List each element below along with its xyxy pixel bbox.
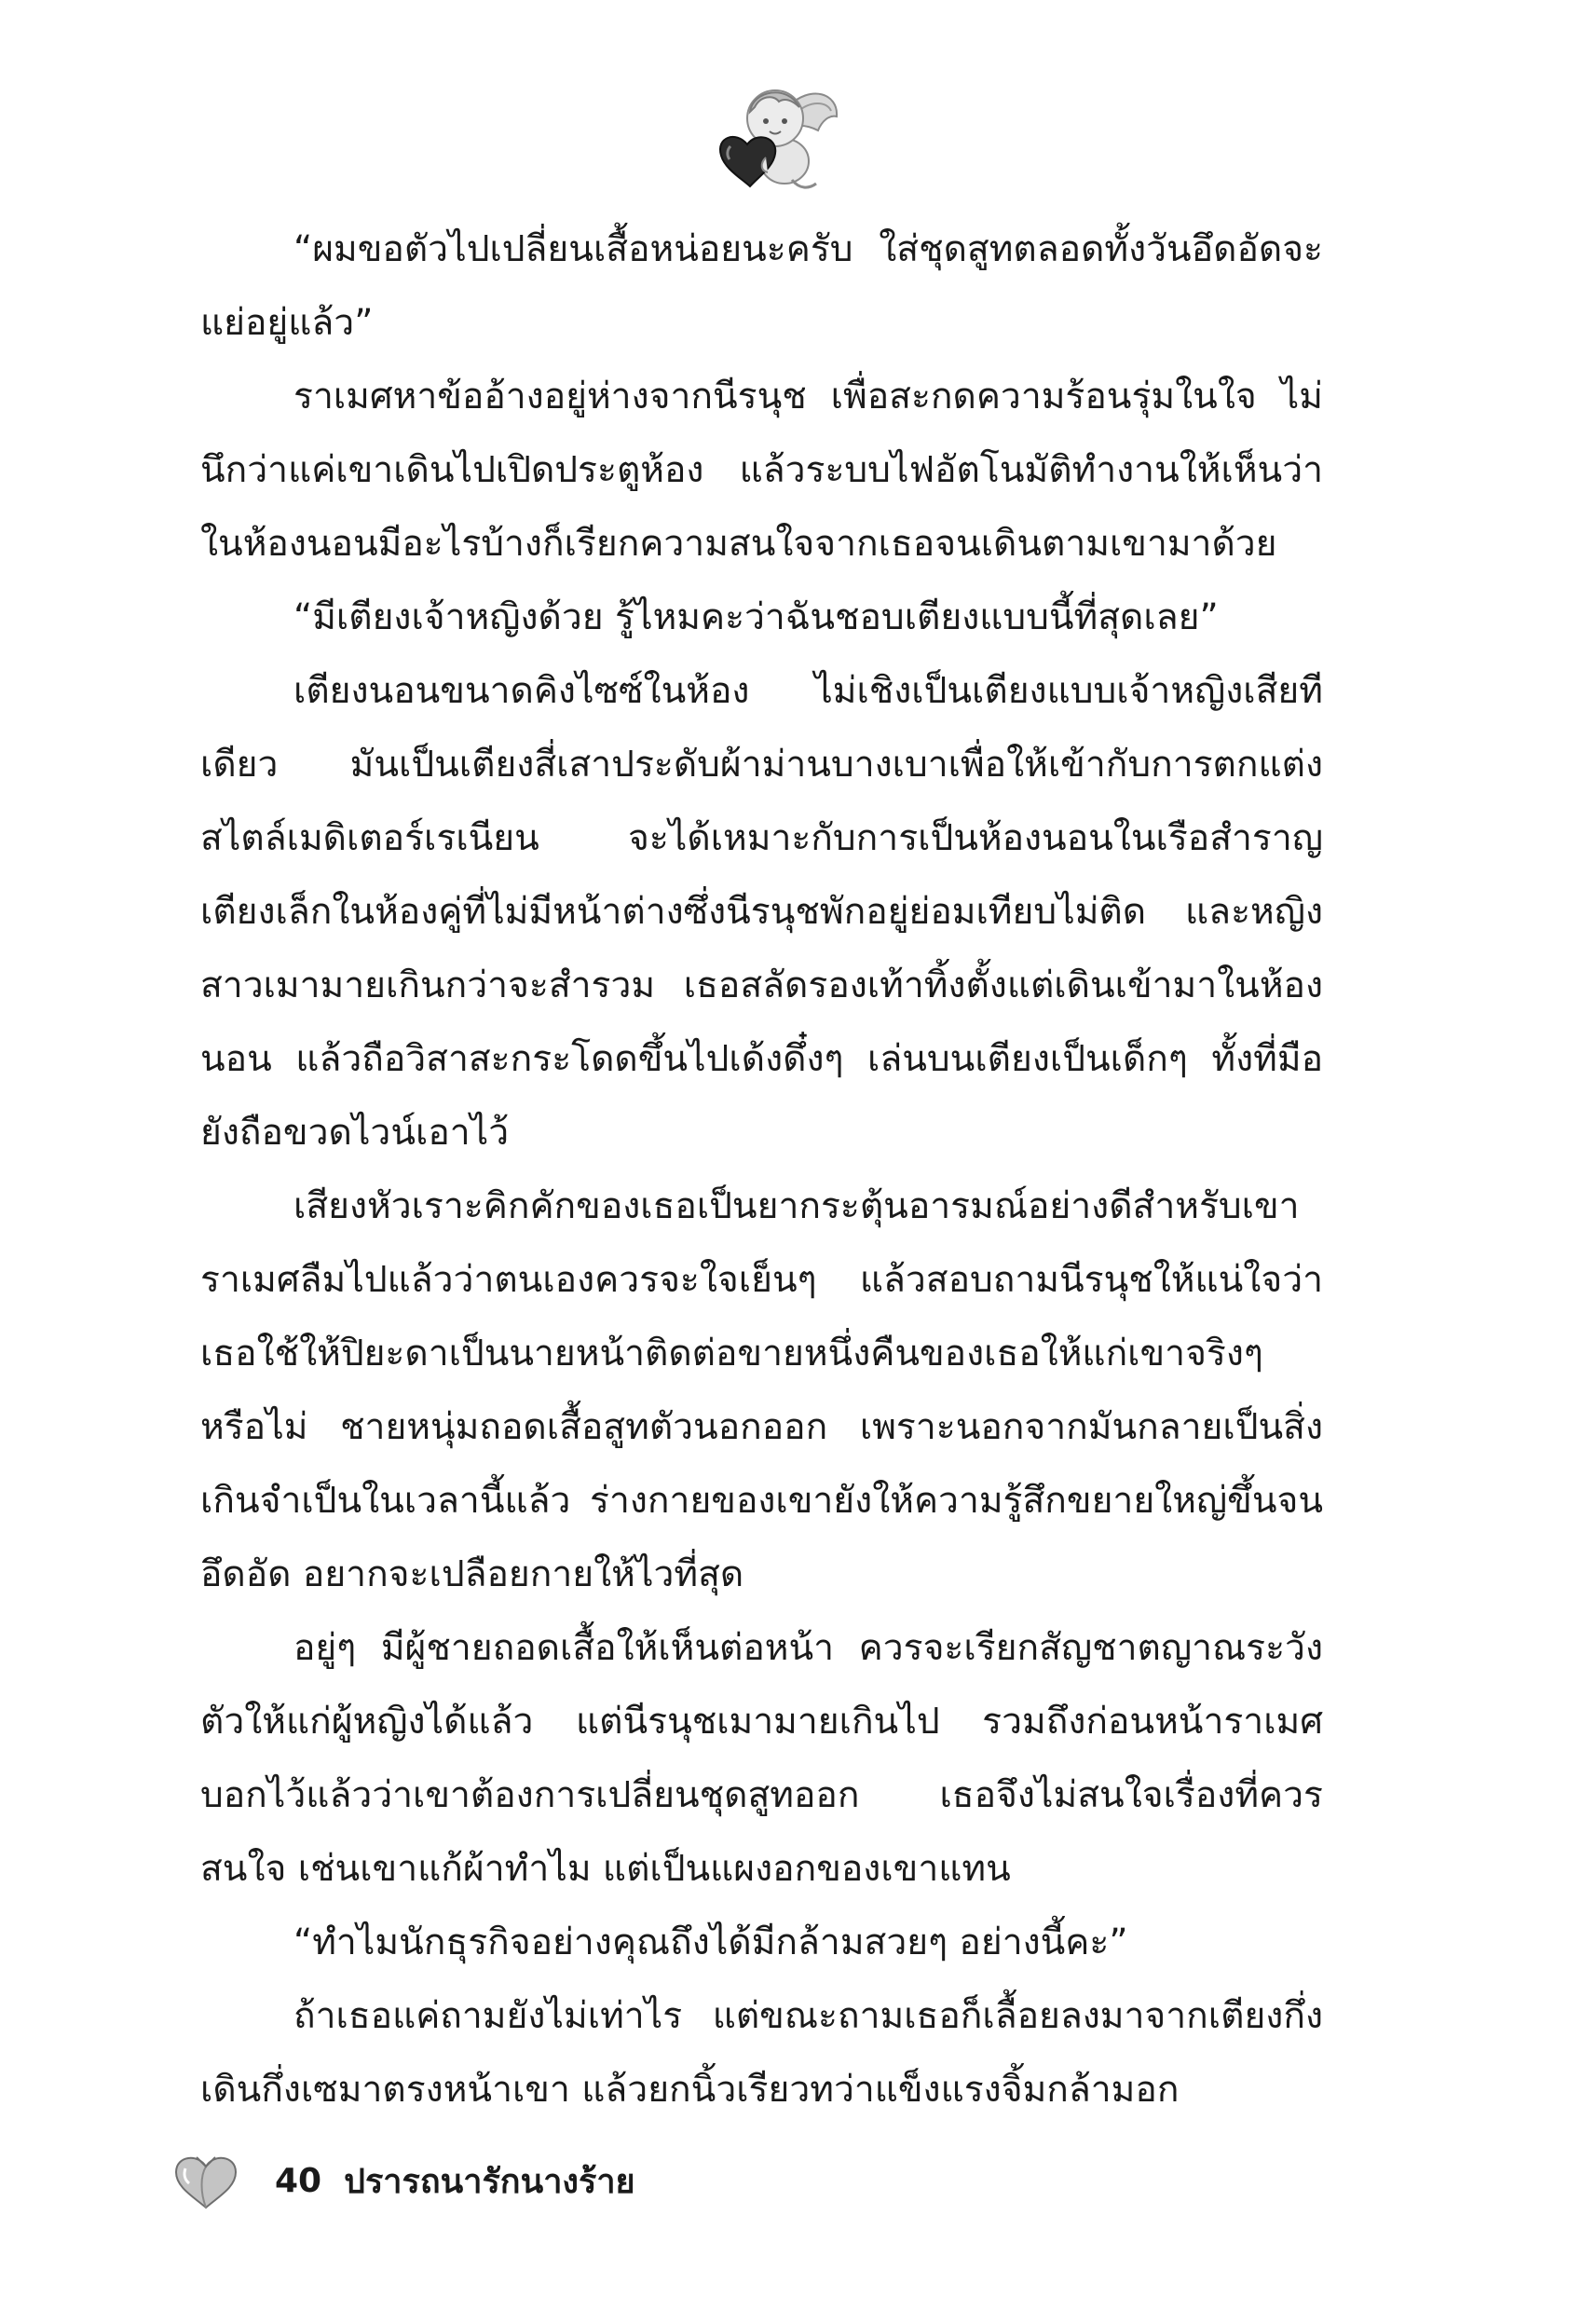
heart-ribbon-icon bbox=[172, 2152, 239, 2209]
page-footer bbox=[172, 2148, 635, 2213]
paragraph: เตียงนอนขนาดคิงไซซ์ในห้อง ไม่เชิงเป็นเตียงแบบเจ้าหญิงเสียทีเดียว มันเป็นเตียงสี่เสาประดับผ้าม่านบางเบาเพื่อให้เข้ากับการตกแต่งสไตล์เมดิเตอร์เรเนียน จะได้เหมาะกับการเป็นห้องนอนในเรือสำราญ เตียงเล็กในห้องคู่ที่ไม่มีหน้าต่างซึ่งนีรนุชพักอยู่ย่อมเทียบไม่ติด และหญิงสาวเมามายเกินกว่าจะสำรวม เธอสลัดรองเท้าทิ้งตั้งแต่เดินเข้ามาในห้องนอน แล้วถือวิสาสะกระโดดขึ้นไปเด้งดึ๋งๆ เล่นบนเตียงเป็นเด็กๆ ทั้งที่มือยังถือขวดไวน์เอาไว้ bbox=[200, 670, 1323, 1154]
cupid-holding-heart-icon bbox=[699, 79, 848, 196]
paragraph: ราเมศหาข้ออ้างอยู่ห่างจากนีรนุช เพื่อสะกดความร้อนรุ่มในใจ ไม่นึกว่าแค่เขาเดินไปเปิดประตูห้อง แล้วระบบไฟอัตโนมัติทำงานให้เห็นว่าในห้องนอนมีอะไรบ้างก็เรียกความสนใจจากเธอจนเดินตามเขามาด้วย bbox=[200, 376, 1323, 565]
paragraph: เสียงหัวเราะคิกคักของเธอเป็นยากระตุ้นอารมณ์อย่างดีสำหรับเขา ราเมศลืมไปแล้วว่าตนเองควรจะใจเย็นๆ แล้วสอบถามนีรนุชให้แน่ใจว่าเธอใช้ให้ปิยะดาเป็นนายหน้าติดต่อขายหนึ่งคืนของเธอให้แก่เขาจริงๆ หรือไม่ ชายหนุ่มถอดเสื้อสูทตัวนอกออก เพราะนอกจากมันกลายเป็นสิ่งเกินจำเป็นในเวลานี้แล้ว ร่างกายของเขายังให้ความรู้สึกขยายใหญ่ขึ้นจนอึดอัด อยากจะเปลือยกายให้ไวที่สุด bbox=[200, 1185, 1323, 1595]
paragraph: “ผมขอตัวไปเปลี่ยนเสื้อหน่อยนะครับ ใส่ชุดสูทตลอดทั้งวันอึดอัดจะแย่อยู่แล้ว” bbox=[200, 228, 1323, 344]
paragraph: “มีเตียงเจ้าหญิงด้วย รู้ไหมคะว่าฉันชอบเตียงแบบนี้ที่สุดเลย” bbox=[293, 596, 1219, 638]
paragraph: ถ้าเธอแค่ถามยังไม่เท่าไร แต่ขณะถามเธอก็เลื้อยลงมาจากเตียงกึ่งเดินกึ่งเซมาตรงหน้าเขา แล้วยกนิ้วเรียวทว่าแข็งแรงจิ้มกล้ามอก bbox=[200, 1995, 1323, 2111]
page-number: 40 bbox=[275, 2161, 322, 2200]
paragraph: “ทำไมนักธุรกิจอย่างคุณถึงได้มีกล้ามสวยๆ อย่างนี้คะ” bbox=[293, 1921, 1128, 1963]
book-title: ปรารถนารักนางร้าย bbox=[344, 2162, 635, 2201]
body-text bbox=[200, 212, 1323, 2126]
paragraph: อยู่ๆ มีผู้ชายถอดเสื้อให้เห็นต่อหน้า ควรจะเรียกสัญชาตญาณระวังตัวให้แก่ผู้หญิงได้แล้ว แต่นีรนุชเมามายเกินไป รวมถึงก่อนหน้าราเมศบอกไว้แล้วว่าเขาต้องการเปลี่ยนชุดสูทออก เธอจึงไม่สนใจเรื่องที่ควรสนใจ เช่นเขาแก้ผ้าทำไม แต่เป็นแผงอกของเขาแทน bbox=[200, 1627, 1323, 1890]
